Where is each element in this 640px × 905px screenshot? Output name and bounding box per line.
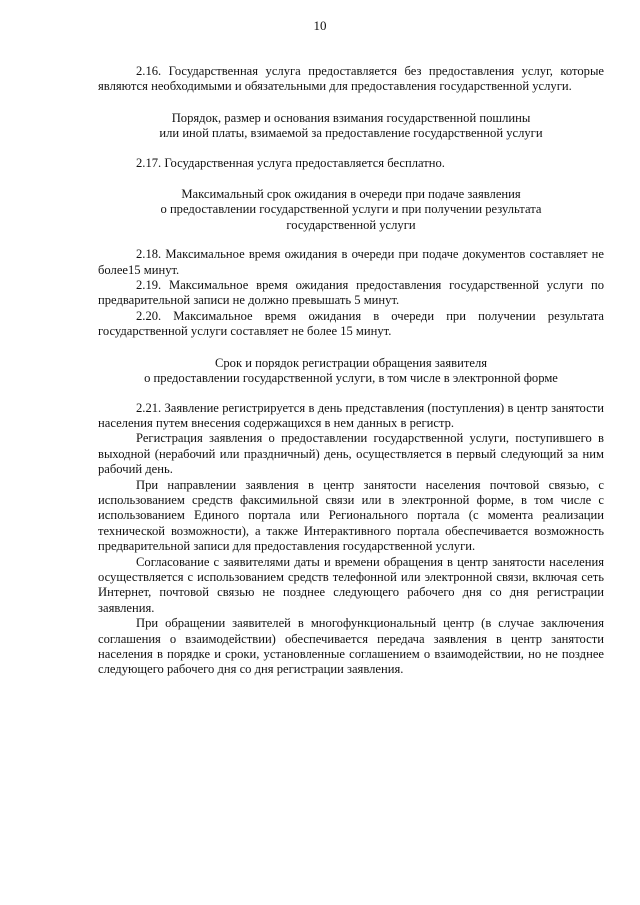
paragraph-date-agreement: Согласование с заявителями даты и времени обращения в центр занятости населения осуществляется с использованием средств телефонной или электронной связи, включая сеть Интернет, почтовой связью не позднее следующего рабочего дня со дня регистрации заявления. <box>98 554 604 615</box>
heading-wait-line-2: о предоставлении государственной услуги и при получении результата <box>160 202 542 217</box>
heading-fee-line-2: или иной платы, взимаемой за предоставление государственной услуги <box>159 126 543 141</box>
heading-wait-line-1: Максимальный срок ожидания в очереди при подаче заявления <box>181 187 521 202</box>
paragraph-2-19: 2.19. Максимальное время ожидания предоставления государственной услуги по предварительной записи не должно превышать 5 минут. <box>98 278 604 308</box>
heading-registration <box>98 356 604 387</box>
paragraph-2-20: 2.20. Максимальное время ожидания в очереди при получении результата государственной услуги составляет не более 15 минут. <box>98 308 604 339</box>
paragraph-2-18: 2.18. Максимальное время ожидания в очереди при подаче документов составляет не более15 минут. <box>98 247 604 277</box>
heading-fee <box>98 111 604 142</box>
page-number: 10 <box>313 18 327 33</box>
heading-wait-line-3: государственной услуги <box>286 217 416 232</box>
paragraph-postal-submission: При направлении заявления в центр занятости населения почтовой связью, с использованием средств факсимильной связи или в электронной форме, в том числе с использованием Единого портала или Регионального портала (с момента реализации технической возможности), а также Интерактивного портала обеспечивается возможность предварительной записи для предоставления государственной услуги. <box>98 477 604 554</box>
paragraph-registration-holiday: Регистрация заявления о предоставлении государственной услуги, поступившего в выходной (нерабочий или праздничный) день, осуществляется в первый следующий за ним рабочий день. <box>98 431 604 477</box>
paragraph-2-16: 2.16. Государственная услуга предоставляется без предоставления услуг, которые являются необходимыми и обязательными для предоставления государственной услуги. <box>98 64 604 94</box>
heading-wait <box>98 187 604 233</box>
paragraph-2-21: 2.21. Заявление регистрируется в день представления (поступления) в центр занятости населения путем внесения содержащихся в нем данных в регистр. <box>98 400 604 430</box>
heading-registration-line-2: о предоставлении государственной услуги, в том числе в электронной форме <box>144 371 558 386</box>
document-body <box>98 64 604 678</box>
paragraph-2-17: 2.17. Государственная услуга предоставляется бесплатно. <box>136 155 445 170</box>
heading-registration-line-1: Срок и порядок регистрации обращения заявителя <box>214 355 488 370</box>
heading-fee-line-1: Порядок, размер и основания взимания государственной пошлины <box>171 110 531 125</box>
paragraph-mfc-transfer: При обращении заявителей в многофункциональный центр (в случае заключения соглашения о взаимодействии) обеспечивается передача заявления в центр занятости населения в порядке и сроки, установленные соглашением о взаимодействии, но не позднее следующего рабочего дня со дня регистрации заявления. <box>98 616 604 677</box>
